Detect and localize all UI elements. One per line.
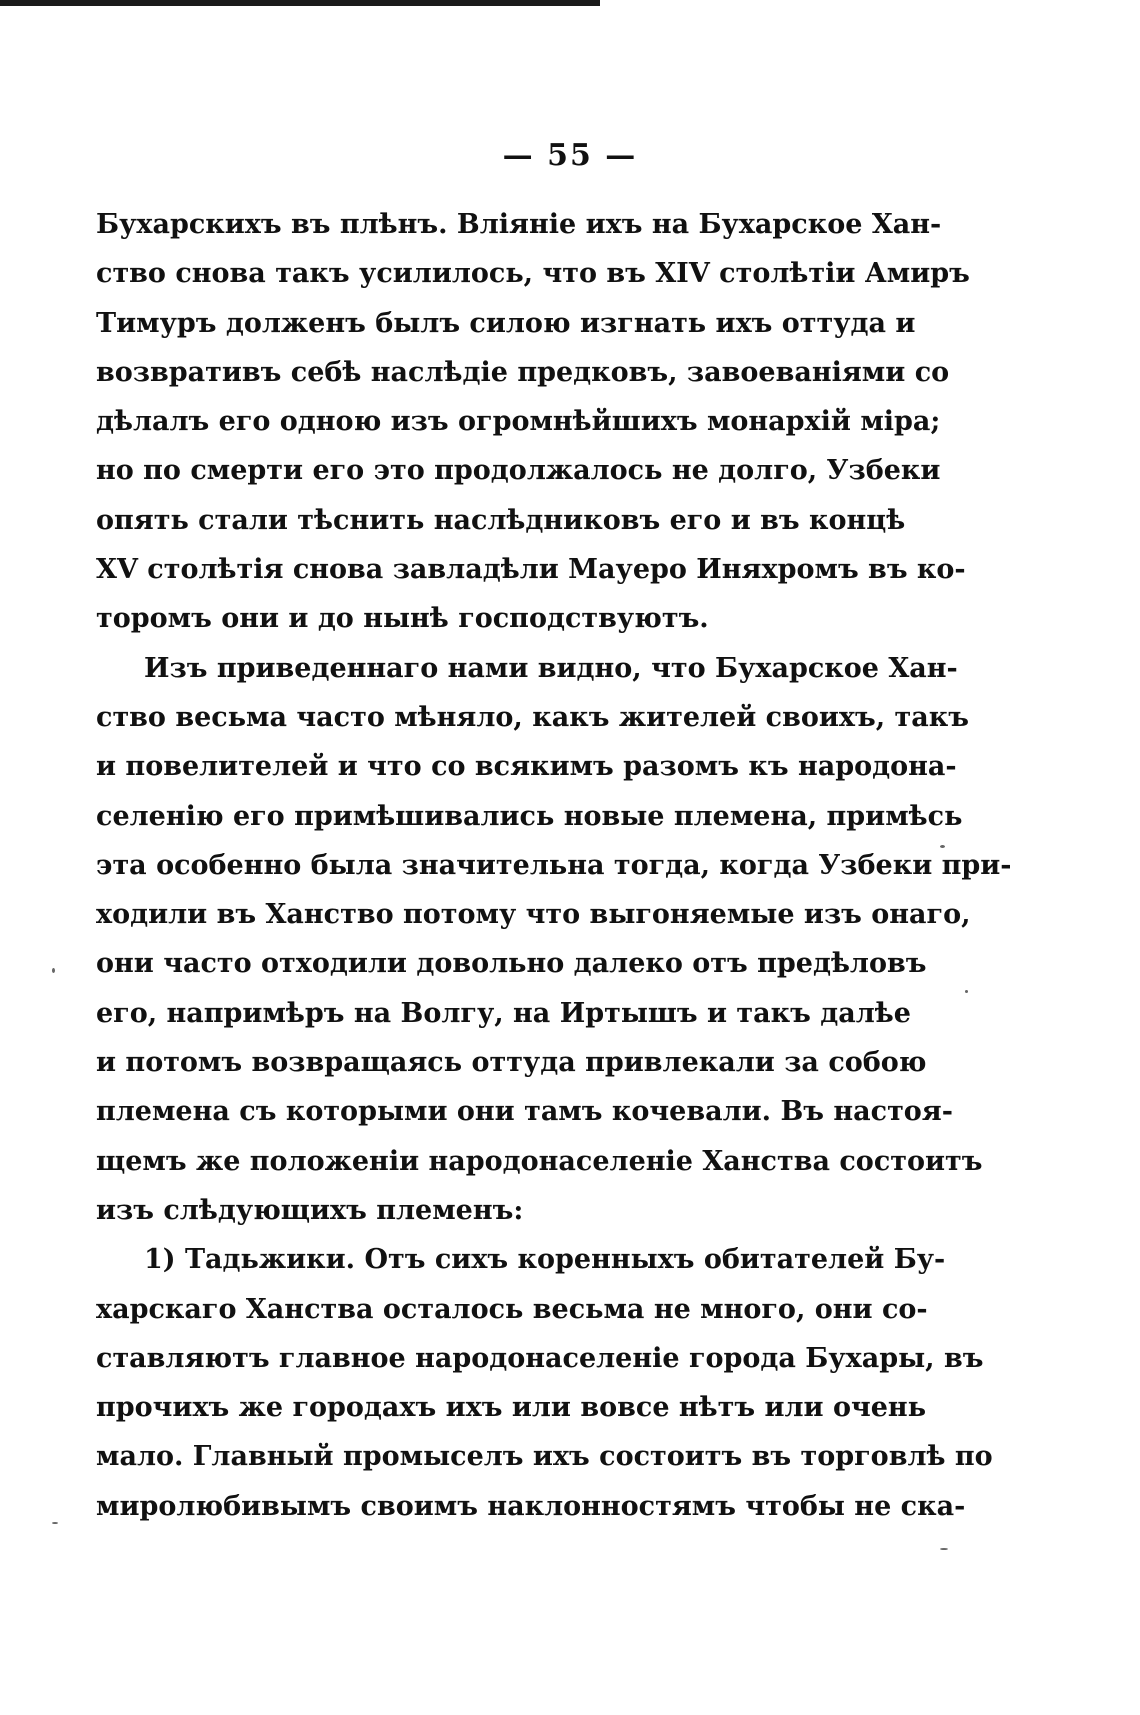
text-line: возвративъ себѣ наслѣдіе предковъ, завоеваніями со: [96, 356, 950, 388]
text-line: они часто отходили довольно далеко отъ предѣловъ: [96, 948, 927, 980]
text-line: опять стали тѣснить наслѣдниковъ его и въ концѣ: [96, 504, 906, 536]
text-line: щемъ же положеніи народонаселеніе Ханства состоитъ: [96, 1145, 983, 1177]
text-line: его, напримѣръ на Волгу, на Иртышъ и такъ далѣе: [96, 997, 911, 1029]
text-line: торомъ они и до нынѣ господствуютъ.: [96, 603, 709, 635]
body-text: [96, 200, 1012, 1531]
text-line: Бухарскихъ въ плѣнъ. Вліяніе ихъ на Бухарское Хан-: [96, 209, 942, 240]
top-edge-rule: [0, 0, 600, 6]
text-line: и повелителей и что со всякимъ разомъ къ народона-: [96, 751, 957, 783]
text-line: эта особенно была значительна тогда, когда Узбеки при-: [96, 849, 1012, 881]
text-line: но по смерти его это продолжалось не долго, Узбеки: [96, 455, 941, 487]
paragraph-start-line: 1) Тадьжики. Отъ сихъ коренныхъ обитателей Бу-: [144, 1244, 946, 1276]
text-line: ство снова такъ усилилось, что въ XIV столѣтіи Амиръ: [96, 258, 970, 290]
text-line: Тимуръ долженъ былъ силою изгнать ихъ оттуда и: [96, 307, 916, 339]
text-line: селенію его примѣшивались новые племена, примѣсь: [96, 800, 963, 832]
text-line: ставляютъ главное народонаселеніе города Бухары, въ: [96, 1342, 984, 1374]
text-line: мало. Главный промыселъ ихъ состоитъ въ торговлѣ по: [96, 1441, 993, 1473]
text-line: ходили въ Ханство потому что выгоняемые изъ онаго,: [96, 899, 971, 931]
paragraph-start-line: Изъ приведеннаго нами видно, что Бухарское Хан-: [144, 652, 958, 684]
page-number: — 55 —: [502, 138, 638, 173]
text-line: миролюбивымъ своимъ наклонностямъ чтобы не ска-: [96, 1490, 966, 1522]
text-line: XV столѣтія снова завладѣли Мауеро Иняхромъ въ ко-: [96, 554, 966, 586]
text-line: ство весьма часто мѣняло, какъ жителей своихъ, такъ: [96, 701, 969, 733]
text-line: дѣлалъ его одною изъ огромнѣйшихъ монархій міра;: [96, 406, 941, 438]
text-line: племена съ которыми они тамъ кочевали. Въ настоя-: [96, 1096, 953, 1128]
scan-speck: [965, 990, 968, 993]
scan-speck: [940, 1548, 948, 1550]
scan-speck: [940, 845, 945, 848]
scan-speck: [52, 1522, 58, 1524]
text-line: харскаго Ханства осталось весьма не много, они со-: [96, 1293, 928, 1325]
text-line: и потомъ возвращаясь оттуда привлекали за собою: [96, 1047, 927, 1079]
text-line: прочихъ же городахъ ихъ или вовсе нѣтъ или очень: [96, 1392, 927, 1424]
scan-speck: [52, 968, 55, 973]
text-line: изъ слѣдующихъ племенъ:: [96, 1194, 524, 1226]
